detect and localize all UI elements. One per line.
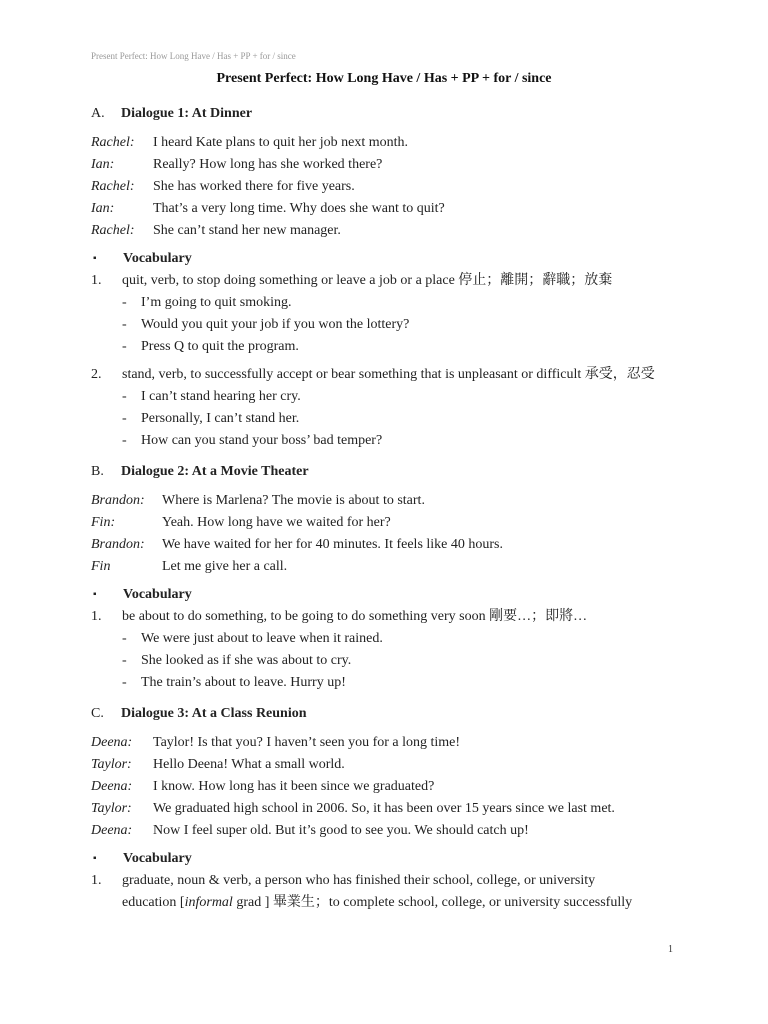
example xyxy=(91,314,691,336)
example-text: How can you stand your boss’ bad temper? xyxy=(141,433,383,448)
example-text: The train’s about to leave. Hurry up! xyxy=(141,675,346,690)
section-heading xyxy=(91,704,691,724)
example xyxy=(91,386,691,408)
line-text: Hello Deena! What a small world. xyxy=(153,757,345,772)
dialogue-line xyxy=(91,556,691,578)
speaker: Rachel: xyxy=(91,223,135,238)
section-a xyxy=(91,104,691,452)
dialogue-line xyxy=(91,198,691,220)
dash: - xyxy=(122,631,127,646)
running-header: Present Perfect: How Long Have / Has + PP + for / since xyxy=(91,51,296,61)
example xyxy=(91,292,691,314)
line-text: We have waited for her for 40 minutes. It feels like 40 hours. xyxy=(162,537,503,552)
informal-label: informal xyxy=(184,895,233,910)
definition-line-2b: grad ] 畢業生；to complete school, college, or university successfully xyxy=(232,895,633,910)
dialogue-line xyxy=(91,732,691,754)
example xyxy=(91,336,691,358)
speaker: Taylor: xyxy=(91,801,132,816)
speaker: Deena: xyxy=(91,823,133,838)
line-text: I heard Kate plans to quit her job next month. xyxy=(153,135,409,150)
dash: - xyxy=(122,433,127,448)
section-c xyxy=(91,704,691,914)
entry-definition: stand, verb, to successfully accept or bear something that is unpleasant or difficult 承受，忍受 xyxy=(122,367,655,382)
vocabulary-label: Vocabulary xyxy=(123,251,192,266)
dialogue-line xyxy=(91,798,691,820)
entry-definition: quit, verb, to stop doing something or leave a job or a place 停止；離開；辭職；放棄 xyxy=(122,273,613,288)
section-heading xyxy=(91,104,691,124)
vocab-entry xyxy=(91,870,691,914)
page-number: 1 xyxy=(668,944,673,955)
example-text: I’m going to quit smoking. xyxy=(141,295,292,310)
speaker: Brandon: xyxy=(91,537,145,552)
line-text: She can’t stand her new manager. xyxy=(153,223,341,238)
dialogue-line xyxy=(91,132,691,154)
vocab-entry xyxy=(91,270,691,292)
speaker: Ian: xyxy=(91,157,115,172)
dash: - xyxy=(122,411,127,426)
section-title: Dialogue 3: At a Class Reunion xyxy=(121,706,307,721)
square-bullet-icon: ▪ xyxy=(93,853,97,864)
entry-number: 2. xyxy=(91,367,102,382)
section-title: Dialogue 1: At Dinner xyxy=(121,106,253,121)
dialogue-line xyxy=(91,176,691,198)
line-text: Let me give her a call. xyxy=(162,559,288,574)
dash: - xyxy=(122,295,127,310)
dialogue-line xyxy=(91,534,691,556)
dash: - xyxy=(122,339,127,354)
line-text: We graduated high school in 2006. So, it has been over 15 years since we last met. xyxy=(153,801,615,816)
section-letter: A. xyxy=(91,106,105,121)
dialogue xyxy=(91,490,691,578)
speaker: Ian: xyxy=(91,201,115,216)
line-text: Yeah. How long have we waited for her? xyxy=(162,515,391,530)
vocabulary-heading xyxy=(91,248,691,270)
line-text: Now I feel super old. But it’s good to see you. We should catch up! xyxy=(153,823,529,838)
speaker: Taylor: xyxy=(91,757,132,772)
dash: - xyxy=(122,317,127,332)
section-b xyxy=(91,462,691,694)
vocabulary-heading xyxy=(91,848,691,870)
section-letter: B. xyxy=(91,464,104,479)
dialogue-line xyxy=(91,490,691,512)
dialogue xyxy=(91,132,691,242)
example xyxy=(91,672,691,694)
section-title: Dialogue 2: At a Movie Theater xyxy=(121,464,309,479)
vocabulary-label: Vocabulary xyxy=(123,851,192,866)
square-bullet-icon: ▪ xyxy=(93,253,97,264)
line-text: That’s a very long time. Why does she want to quit? xyxy=(153,201,445,216)
dash: - xyxy=(122,675,127,690)
vocab-entry xyxy=(91,606,691,628)
dialogue xyxy=(91,732,691,842)
speaker: Brandon: xyxy=(91,493,145,508)
section-heading xyxy=(91,462,691,482)
speaker: Deena: xyxy=(91,779,133,794)
example-text: She looked as if she was about to cry. xyxy=(141,653,352,668)
dialogue-line xyxy=(91,754,691,776)
entry-number: 1. xyxy=(91,273,102,288)
entry-number: 1. xyxy=(91,609,102,624)
example xyxy=(91,628,691,650)
vocabulary-label: Vocabulary xyxy=(123,587,192,602)
line-text: Where is Marlena? The movie is about to start. xyxy=(162,493,425,508)
example xyxy=(91,650,691,672)
dialogue-line xyxy=(91,820,691,842)
definition-line-1: graduate, noun & verb, a person who has finished their school, college, or university xyxy=(122,873,596,888)
line-text: Taylor! Is that you? I haven’t seen you for a long time! xyxy=(153,735,461,750)
entry-number: 1. xyxy=(91,873,102,888)
example xyxy=(91,408,691,430)
example-text: Would you quit your job if you won the lottery? xyxy=(141,317,410,332)
line-text: Really? How long has she worked there? xyxy=(153,157,383,172)
entry-definition: be about to do something, to be going to do something very soon 剛要…；即將… xyxy=(122,609,588,624)
example xyxy=(91,430,691,452)
dash: - xyxy=(122,653,127,668)
section-letter: C. xyxy=(91,706,104,721)
line-text: She has worked there for five years. xyxy=(153,179,355,194)
dialogue-line xyxy=(91,220,691,242)
dialogue-line xyxy=(91,154,691,176)
speaker: Fin: xyxy=(91,515,116,530)
speaker: Rachel: xyxy=(91,179,135,194)
page-title: Present Perfect: How Long Have / Has + PP + for / since xyxy=(216,71,552,86)
line-text: I know. How long has it been since we graduated? xyxy=(153,779,435,794)
dialogue-line xyxy=(91,776,691,798)
entry-definition xyxy=(122,870,691,914)
example-text: Personally, I can’t stand her. xyxy=(141,411,300,426)
example-text: We were just about to leave when it rained. xyxy=(141,631,383,646)
speaker: Deena: xyxy=(91,735,133,750)
square-bullet-icon: ▪ xyxy=(93,589,97,600)
example-text: I can’t stand hearing her cry. xyxy=(141,389,301,404)
speaker: Fin xyxy=(91,559,111,574)
vocabulary-heading xyxy=(91,584,691,606)
dash: - xyxy=(122,389,127,404)
document-body xyxy=(91,104,691,914)
definition-line-2a: education [ xyxy=(122,895,185,910)
speaker: Rachel: xyxy=(91,135,135,150)
vocab-entry xyxy=(91,364,691,386)
example-text: Press Q to quit the program. xyxy=(141,339,299,354)
dialogue-line xyxy=(91,512,691,534)
